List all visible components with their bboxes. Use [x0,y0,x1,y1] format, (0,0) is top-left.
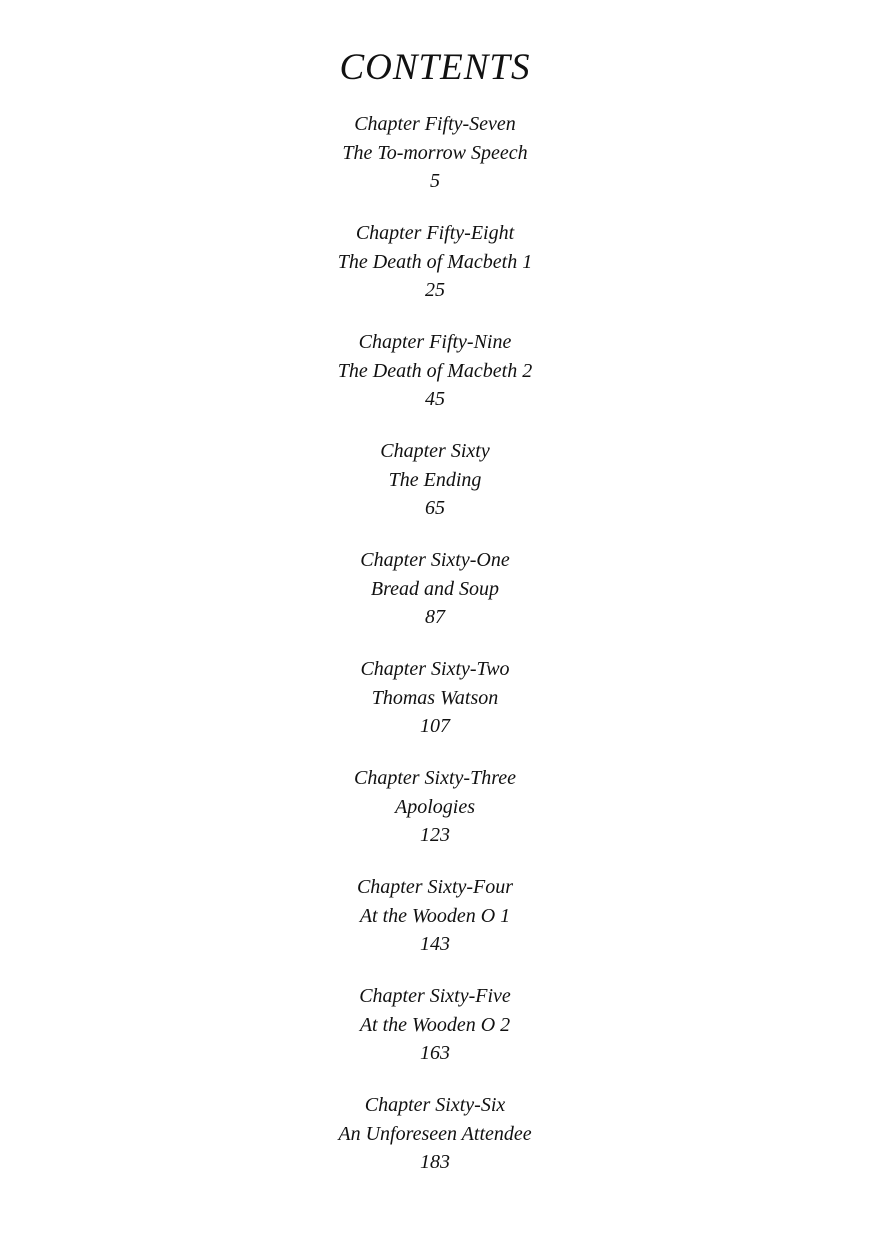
toc-entry [0,655,870,764]
page-title: CONTENTS [339,47,531,88]
chapter-title: Bread and Soup [370,577,500,600]
chapter-number: Chapter Sixty [380,440,490,462]
toc-entry [0,546,870,655]
toc-entry [0,873,870,982]
toc-entry [0,328,870,437]
chapter-number: Chapter Sixty-Four [356,876,514,898]
chapter-number: Chapter Sixty-Six [364,1094,506,1116]
chapter-title: The To-morrow Speech [342,141,528,164]
chapter-title: An Unforeseen Attendee [338,1122,532,1145]
chapter-number: Chapter Sixty-Two [360,658,510,680]
toc-entry [0,982,870,1091]
chapter-number: Chapter Sixty-One [360,549,510,571]
page-number: 25 [425,279,445,301]
toc-entry [0,437,870,546]
chapter-title: Thomas Watson [371,686,499,709]
chapter-title: The Ending [388,468,482,491]
page-number: 163 [420,1042,450,1064]
chapter-title: Apologies [395,795,475,818]
chapter-title: The Death of Macbeth 2 [337,359,533,382]
toc-entry [0,110,870,219]
chapter-number: Chapter Fifty-Seven [354,113,516,135]
page-number: 65 [425,497,445,519]
page-number: 123 [420,824,450,846]
page-number: 143 [420,933,450,955]
chapter-number: Chapter Sixty-Three [353,767,516,789]
page-number: 183 [420,1151,450,1173]
toc-entry [0,219,870,328]
chapter-number: Chapter Sixty-Five [359,985,511,1007]
chapter-title: At the Wooden O 2 [359,1013,511,1036]
chapter-number: Chapter Fifty-Eight [355,222,515,244]
chapter-number: Chapter Fifty-Nine [358,331,512,353]
toc-list [0,110,870,1200]
chapter-title: At the Wooden O 1 [359,904,511,927]
page-number: 87 [425,606,445,628]
chapter-title: The Death of Macbeth 1 [337,250,533,273]
page-number: 107 [420,715,450,737]
page-number: 5 [430,170,440,192]
toc-entry [0,1091,870,1200]
toc-entry [0,764,870,873]
page-number: 45 [425,388,445,410]
